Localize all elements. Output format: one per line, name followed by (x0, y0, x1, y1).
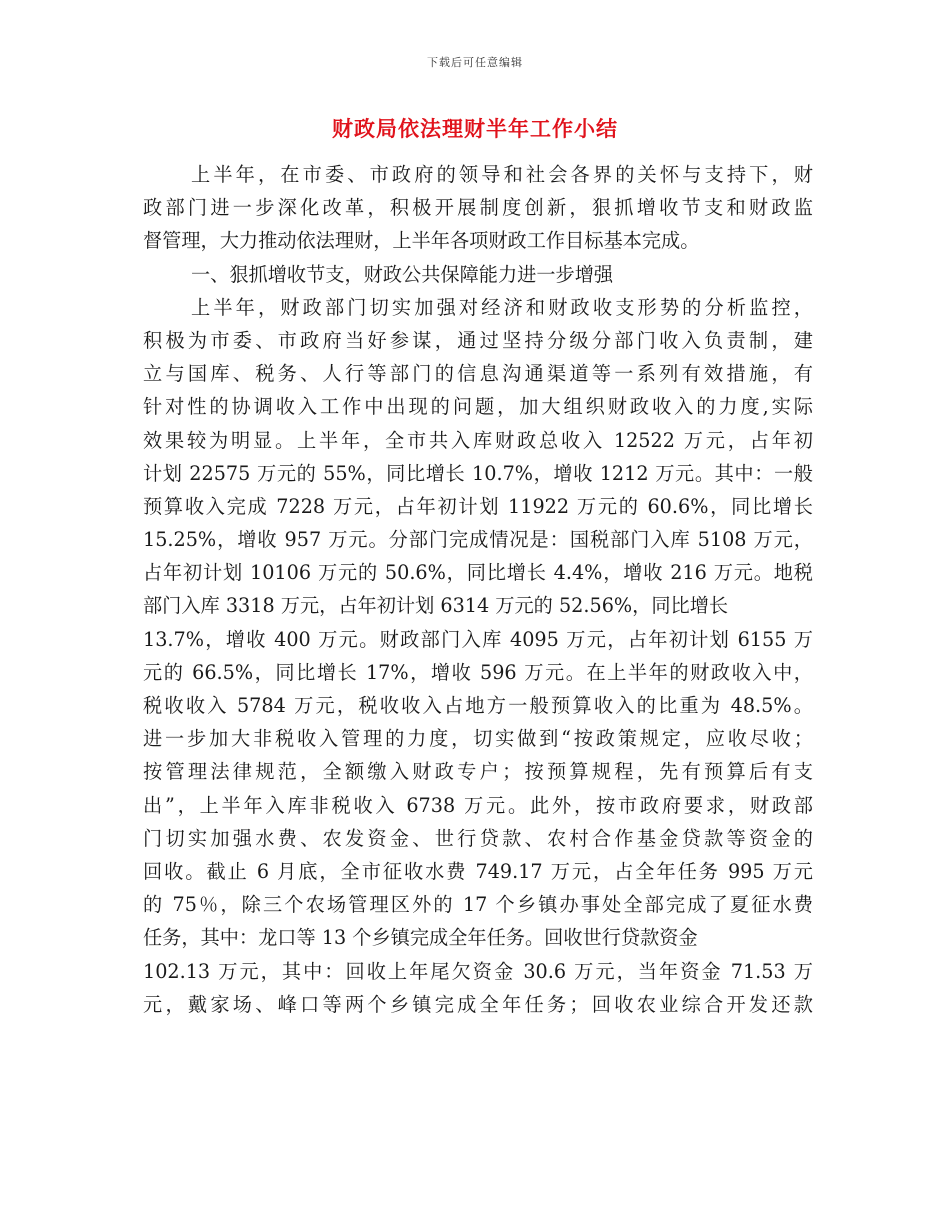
body-line: 预算收入完成 7228 万元，占年初计划 11922 万元的 60.6%，同比增长 (143, 494, 813, 518)
body-line: 上半年，在市委、市政府的领导和社会各界的关怀与支持下，财 (191, 163, 813, 186)
body-line: 计划 22575 万元的 55%，同比增长 10.7%，增收 1212 万元。其中：一般 (143, 461, 813, 485)
body-line: 效果较为明显。上半年，全市共入库财政总收入 12522 万元，占年初 (143, 428, 813, 452)
body-line: 按管理法律规范，全额缴入财政专户；按预算规程，先有预算后有支 (143, 760, 813, 784)
body-line: 税收收入 5784 万元，税收收入占地方一般预算收入的比重为 48.5%。 (143, 694, 813, 717)
page-header: 下载后可任意编辑 (427, 56, 523, 69)
body-line: 政部门进一步深化改革，积极开展制度创新，狠抓增收节支和财政监 (143, 196, 813, 220)
body-line: 的 75％，除三个农场管理区外的 17 个乡镇办事处全部完成了夏征水费 (143, 893, 813, 917)
body-line: 进一步加大非税收入管理的力度，切实做到“按政策规定，应收尽收； (143, 727, 813, 751)
body-line: 15.25%，增收 957 万元。分部门完成情况是：国税部门入库 5108 万元， (143, 528, 813, 552)
document-body (143, 158, 813, 1021)
body-line: 102.13 万元，其中：回收上年尾欠资金 30.6 万元，当年资金 71.53 万 (143, 959, 813, 983)
body-line: 出”，上半年入库非税收入 6738 万元。此外，按市政府要求，财政部 (143, 793, 813, 817)
body-line: 任务，其中：龙口等 13 个乡镇完成全年任务。回收世行贷款资金 (143, 926, 698, 950)
body-line: 元，戴家场、峰口等两个乡镇完成全年任务；回收农业综合开发还款 (143, 992, 813, 1016)
body-line: 门切实加强水费、农发资金、世行贷款、农村合作基金贷款等资金的 (143, 826, 813, 850)
body-line: 针对性的协调收入工作中出现的问题，加大组织财政收入的力度,实际 (143, 395, 813, 419)
body-line: 督管理，大力推动依法理财，上半年各项财政工作目标基本完成。 (143, 229, 700, 253)
section-heading: 一、狠抓增收节支，财政公共保障能力进一步增强 (191, 262, 614, 286)
body-line: 上半年，财政部门切实加强对经济和财政收支形势的分析监控， (191, 295, 813, 319)
body-line: 部门入库 3318 万元，占年初计划 6314 万元的 52.56%，同比增长 (143, 594, 729, 618)
body-line: 积极为市委、市政府当好参谋，通过坚持分级分部门收入负责制，建 (143, 328, 813, 352)
document-title: 财政局依法理财半年工作小结 (332, 116, 618, 141)
body-line: 回收。截止 6 月底，全市征收水费 749.17 万元，占全年任务 995 万元 (143, 859, 813, 883)
body-line: 13.7%，增收 400 万元。财政部门入库 4095 万元，占年初计划 6155 万 (143, 627, 813, 651)
body-line: 元的 66.5%，同比增长 17%，增收 596 万元。在上半年的财政收入中， (143, 660, 813, 684)
body-line: 占年初计划 10106 万元的 50.6%，同比增长 4.4%，增收 216 万元。地税 (143, 561, 813, 585)
body-line: 立与国库、税务、人行等部门的信息沟通渠道等一系列有效措施，有 (143, 362, 813, 386)
